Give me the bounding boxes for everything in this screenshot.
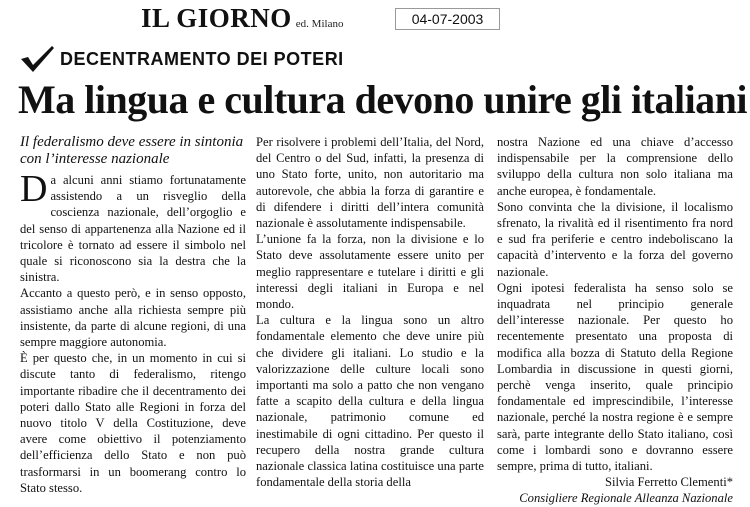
author-role: Consigliere Regionale Alleanza Nazionale bbox=[519, 491, 733, 506]
article-column-3 bbox=[497, 134, 733, 507]
article-column-1 bbox=[20, 168, 246, 496]
article-column-2 bbox=[256, 134, 484, 490]
paragraph: La cultura e la lingua sono un altro fondamentale elemento che deve unire più che dividere gli italiani. Lo studio e la valorizzazione delle culture locali sono importanti ma solo a patto che non vengano fatte a scapito della cultura e della lingua nazionale, patrimonio comune ed inestimabile di ogni cittadino. Per questo il recupero della nostra grande cultura nazionale classica latina costituisce una parte fondamentale della storia della bbox=[256, 313, 484, 490]
subheadline: Il federalismo deve essere in sintonia con l’interesse nazionale bbox=[20, 134, 244, 167]
paragraph-text: a alcuni anni stiamo fortunatamente assistendo a un risveglio della coscienza nazionale, dell’orgoglio e del senso di appartenenza alla Nazione ed il tricolore è tornato ad essere il simbolo nel quale si riconoscono sia la destra che la sinistra. bbox=[20, 173, 246, 285]
paragraph: nostra Nazione ed una chiave d’accesso indispensabile per la comprensione dello sviluppo della cultura non solo italiana ma anche europea, è fondamentale. bbox=[497, 135, 733, 198]
paragraph: Accanto a questo però, e in senso opposto, assistiamo anche alla richiesta sempre più insistente, da parte di alcune regioni, di una sempre maggiore autonomia. bbox=[20, 286, 246, 350]
paragraph: L’unione fa la forza, non la divisione e lo Stato deve assolutamente essere unito per meglio rappresentare e tutelare i diritti e gli interessi degli italiani in Europa e nel mondo. bbox=[256, 232, 484, 312]
section-kicker bbox=[18, 44, 344, 74]
newspaper-name: IL GIORNO bbox=[141, 3, 292, 33]
paragraph: Ogni ipotesi federalista ha senso solo se inquadrata nel principio generale dell’interesse nazionale. Per questo ho recentemente presentato una proposta di modifica alla bozza di Statuto della Regione Lombardia in discussione in questi giorni, perchè venga inserito, quale principio fondamentale ed imprescindibile, l’interesse nazionale, perché la nostra regione è e sempre sarà, parte integrante dello Stato italiano, così come i lombardi sono e dovranno essere sempre, prima di tutto, italiani. bbox=[497, 280, 733, 474]
drop-cap: D bbox=[20, 168, 48, 210]
paragraph bbox=[20, 168, 246, 285]
masthead bbox=[141, 3, 343, 33]
paragraph: Sono convinta che la divisione, il localismo sfrenato, la rivalità ed il risentimento fra nord e sud fra periferie e centro indeboliscano la capacità d’intervento e la forza del governo nazionale. bbox=[497, 199, 733, 279]
kicker-text: DECENTRAMENTO DEI POTERI bbox=[60, 48, 344, 69]
paragraph: È per questo che, in un momento in cui si discute tanto di federalismo, ritengo importante ribadire che il decentramento dei poteri dallo Stato alle Regioni in forza del nuovo titolo V della Costituzione, deve avere come obiettivo il potenziamento dell’efficienza dello Stato e non può trasformarsi in un boomerang contro lo Stato stesso. bbox=[20, 351, 246, 495]
paragraph: Per risolvere i problemi dell’Italia, del Nord, del Centro o del Sud, infatti, la presenza di uno Stato forte, unito, non autoritario ma autorevole, che abbia la forza di garantire e di difendere i diritti dell’intera comunità nazionale è assolutamente indispensabile. bbox=[256, 135, 484, 231]
author-signature: Silvia Ferretto Clementi* bbox=[604, 475, 733, 490]
headline: Ma lingua e cultura devono unire gli italiani bbox=[18, 77, 748, 122]
edition-label: ed. Milano bbox=[295, 18, 344, 30]
publication-date: 04-07-2003 bbox=[395, 8, 500, 30]
checkmark-icon bbox=[18, 44, 56, 74]
